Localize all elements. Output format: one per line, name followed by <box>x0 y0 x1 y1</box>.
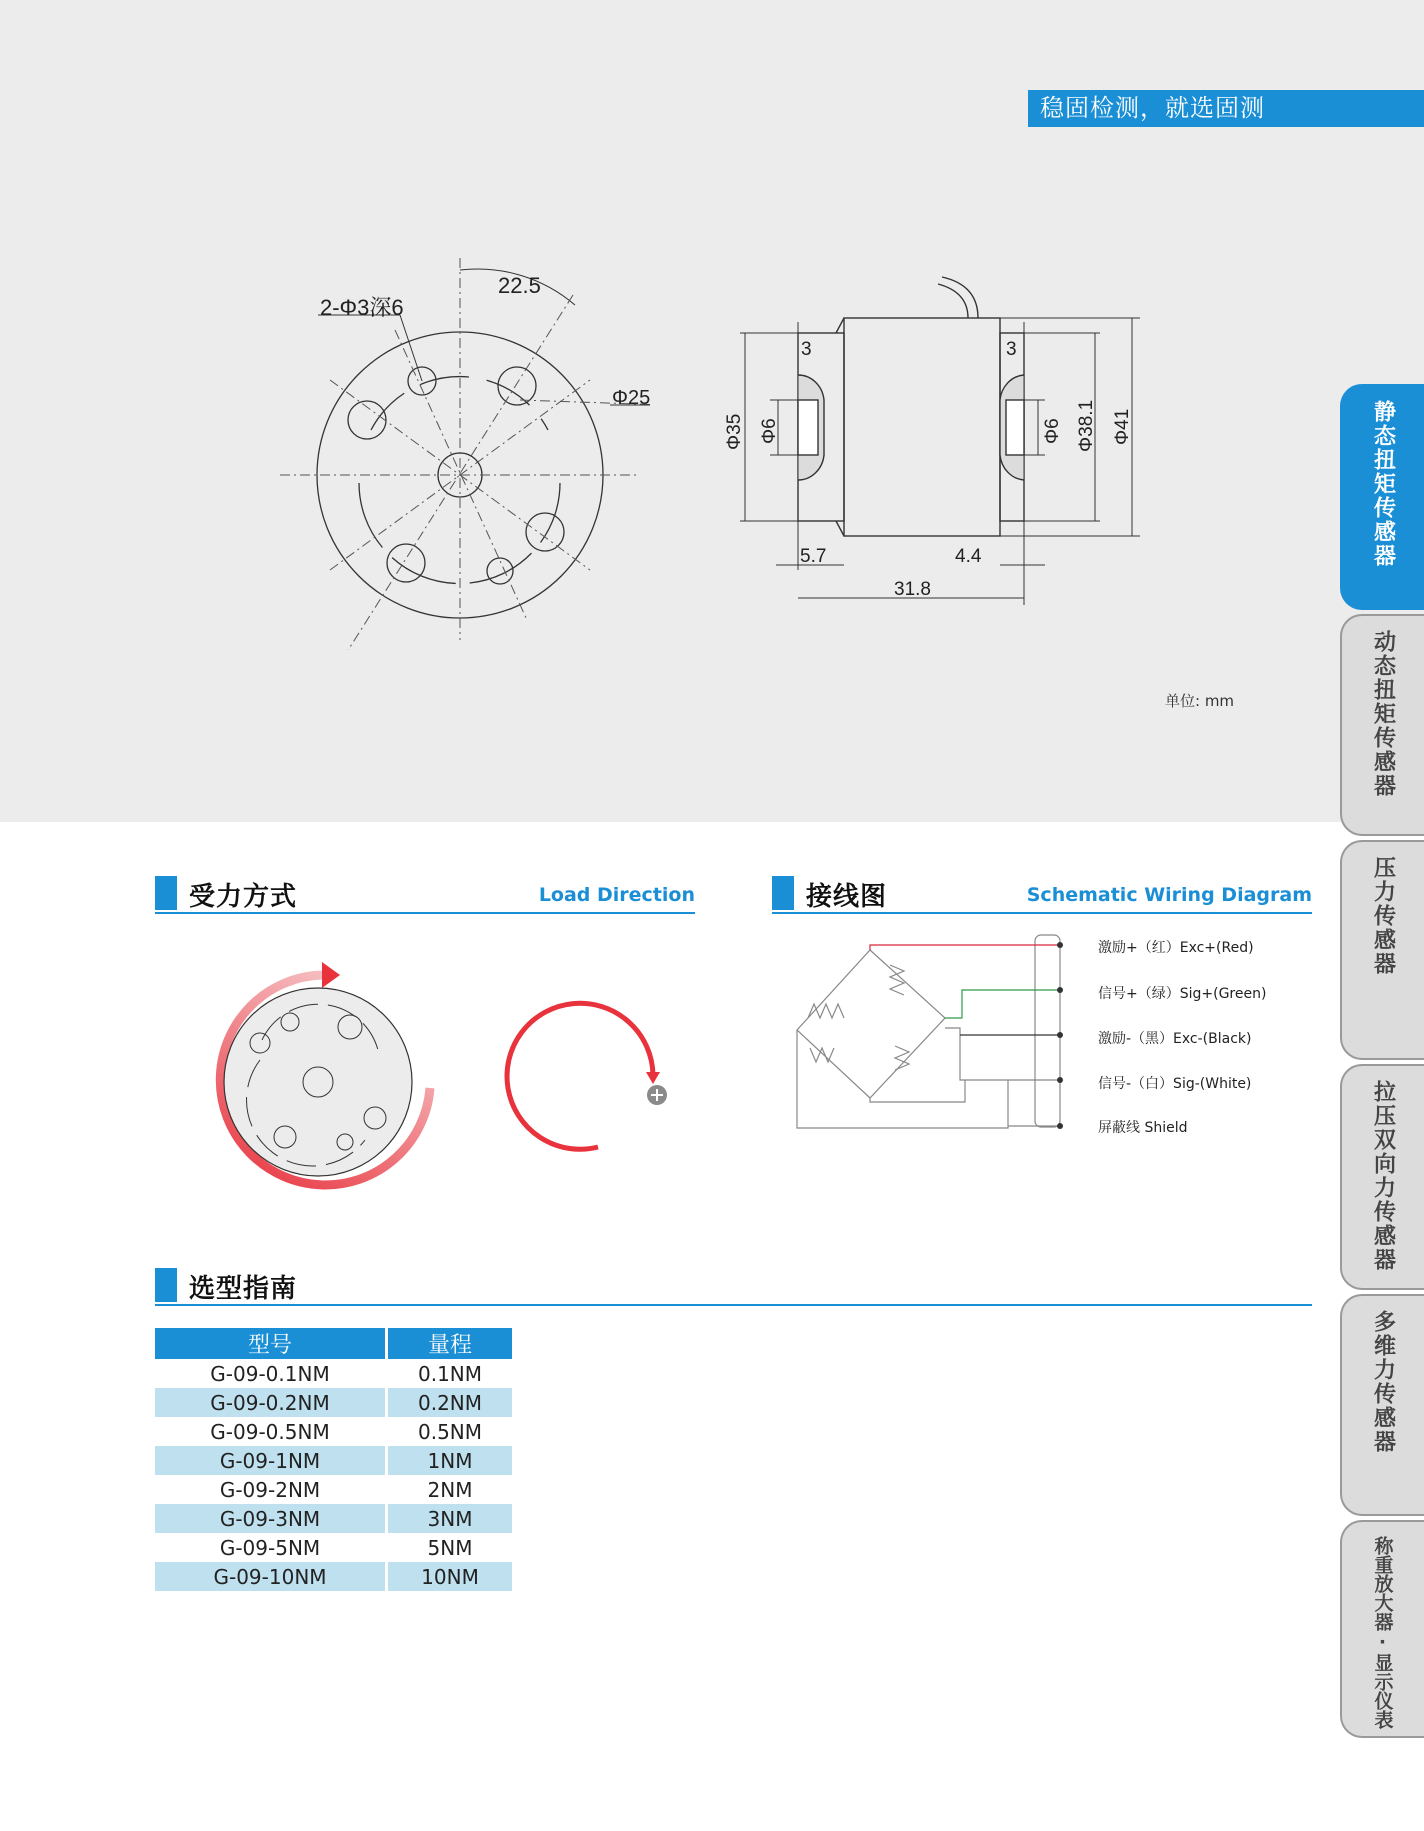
table-row <box>155 1475 512 1504</box>
model-cell: G-09-1NM <box>155 1446 387 1475</box>
dim-d41: Φ41 <box>1112 408 1133 445</box>
table-row <box>155 1359 512 1388</box>
tab-label: 称重放大器·显示仪表 <box>1371 1536 1394 1729</box>
dim-4-4: 4.4 <box>955 546 982 567</box>
load-title-en: Load Direction <box>538 884 695 906</box>
header-range: 量程 <box>387 1328 512 1359</box>
table-row <box>155 1533 512 1562</box>
flange-face <box>224 988 412 1176</box>
dim-d6-left: Φ6 <box>759 418 780 444</box>
dim-d38-1: Φ38.1 <box>1076 399 1097 452</box>
wiring-title-cn: 接线图 <box>806 882 888 912</box>
model-cell: G-09-3NM <box>155 1504 387 1533</box>
heading-marker <box>155 1268 177 1302</box>
heading-marker <box>155 876 177 910</box>
wire-label-shield: 屏蔽线 Shield <box>1098 1120 1188 1136</box>
dim-31-8: 31.8 <box>894 579 931 600</box>
tab-label: 动态扭矩传感器 <box>1370 630 1396 798</box>
pcd-label: Φ25 <box>612 387 650 409</box>
tab-tension-compression[interactable] <box>1340 1064 1424 1290</box>
wire-label-exc-plus: 激励+（红）Exc+(Red) <box>1098 940 1254 956</box>
hole-note: 2-Φ3深6 <box>320 295 404 320</box>
front-view-drawing <box>270 250 650 650</box>
tab-label: 静态扭矩传感器 <box>1370 400 1396 568</box>
model-cell: G-09-2NM <box>155 1475 387 1504</box>
tab-multi-axis[interactable] <box>1340 1294 1424 1516</box>
wire-label-sig-plus: 信号+（绿）Sig+(Green) <box>1098 986 1267 1002</box>
wiring-title-en: Schematic Wiring Diagram <box>1026 884 1312 906</box>
load-direction-heading <box>155 872 695 914</box>
range-cell: 2NM <box>427 1477 473 1502</box>
range-cell: 0.5NM <box>417 1419 483 1444</box>
range-cell: 5NM <box>427 1535 473 1560</box>
tab-label: 拉压双向力传感器 <box>1370 1080 1396 1272</box>
dim-d35: Φ35 <box>724 413 745 450</box>
angle-label: 22.5 <box>498 273 541 298</box>
range-cell: 1NM <box>387 1446 512 1475</box>
heading-marker <box>772 876 794 910</box>
unit-note: 单位: mm <box>1165 692 1235 710</box>
wire-label-sig-minus: 信号-（白）Sig-(White) <box>1098 1076 1252 1092</box>
dim-5-7: 5.7 <box>800 546 827 567</box>
dim-w3-left: 3 <box>801 339 812 360</box>
tab-pressure[interactable] <box>1340 840 1424 1060</box>
tab-dynamic-torque[interactable] <box>1340 614 1424 836</box>
wiring-heading <box>772 872 1312 914</box>
table-row <box>155 1562 512 1591</box>
dim-d6-right: Φ6 <box>1042 418 1063 444</box>
sensor-body <box>844 318 1000 536</box>
guide-title-cn: 选型指南 <box>189 1274 298 1304</box>
selection-guide-table <box>155 1328 512 1591</box>
range-cell: 0.2NM <box>387 1388 512 1417</box>
tab-amplifier-display[interactable] <box>1340 1520 1424 1738</box>
table-row <box>155 1388 512 1417</box>
model-cell: G-09-0.1NM <box>155 1359 387 1388</box>
model-cell: G-09-5NM <box>155 1533 387 1562</box>
model-cell: G-09-10NM <box>155 1562 387 1591</box>
table-row <box>155 1504 512 1533</box>
wire-label-exc-minus: 激励-（黑）Exc-(Black) <box>1098 1031 1252 1047</box>
model-cell: G-09-0.2NM <box>155 1388 387 1417</box>
table-row <box>155 1417 512 1446</box>
tab-label: 多维力传感器 <box>1370 1310 1396 1454</box>
model-cell: G-09-0.5NM <box>155 1417 387 1446</box>
table-row <box>155 1446 512 1475</box>
side-view-drawing <box>720 270 1150 610</box>
wiring-diagram <box>790 925 1100 1135</box>
slogan-banner: 稳固检测，就选固测 <box>1028 90 1424 127</box>
range-cell: 0.1NM <box>417 1361 483 1386</box>
arrow-head <box>322 962 340 988</box>
tab-label: 压力传感器 <box>1370 856 1396 976</box>
dim-w3-right: 3 <box>1006 339 1017 360</box>
tab-static-torque[interactable] <box>1340 384 1424 610</box>
load-title-cn: 受力方式 <box>189 882 298 912</box>
range-cell: 10NM <box>387 1562 512 1591</box>
range-cell: 3NM <box>387 1504 512 1533</box>
selection-guide-heading <box>155 1264 1312 1306</box>
load-direction-diagram <box>195 955 675 1215</box>
header-model: 型号 <box>155 1328 387 1359</box>
